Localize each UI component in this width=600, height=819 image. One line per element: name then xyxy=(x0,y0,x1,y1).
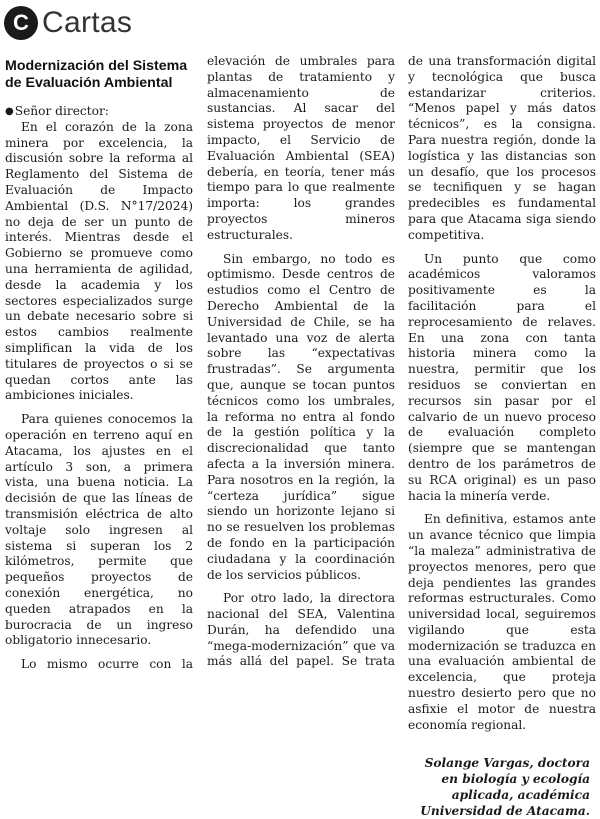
article-column-3 xyxy=(408,54,596,819)
letter-paragraph: Sin embargo, no todo es optimismo. Desde centros de estudios como el Centro de Derecho Ambiental de la Universidad de Chile, se ha levantado una voz de alerta sobre las “expectativas frustradas”. Se argumenta que, aunque se tocan puntos técnicos como los umbrales, la reforma no entra al fondo de la gestión política y la discrecionalidad que tanto afecta a la inversión minera. Para nosotros en la región, la “certeza jurídica” sigue siendo un horizonte lejano si no se resuelven los problemas de fondo en la participación ciudadana y la coordinación de los servicios públicos. xyxy=(207,251,395,582)
section-title: Cartas xyxy=(42,6,133,39)
letter-paragraph: Lo mismo ocurre con la xyxy=(21,657,193,672)
article-column-1 xyxy=(5,54,193,681)
letter-paragraph: Un punto que como académicos valoramos positivamente es la facilitación para el reprocesamiento de relaves. En una zona con tanta historia minera como la nuestra, permitir que los residuos se conviertan en recursos sin pasar por el calvario de un nuevo proceso de evaluación completo (siempre que se mantengan dentro de los parámetros de su RCA original) es un paso hacia la minería verde. xyxy=(408,251,596,503)
letter-paragraph: de una transformación digital y tecnológica que busca estandarizar criterios. “Menos papel y más datos técnicos”, es la consigna. Para nuestra región, donde la logística y las distancias son un desafío, que los procesos se tecnifiquen y se hagan predecibles es fundamental para que Atacama siga siendo competitiva. xyxy=(408,54,596,242)
bullet-icon: ● xyxy=(5,106,14,117)
letter-paragraph: Por otro lado, la directora nacional del SEA, Valentina Durán, ha defendido una “mega-modernización” que va más allá del papel. Se trata xyxy=(207,591,395,669)
article-column-2 xyxy=(207,54,395,678)
letter-paragraph: En el corazón de la zona minera por excelencia, la discusión sobre la reforma al Reglamento del Sistema de Evaluación de Impacto Ambiental (D.S. N°17/2024) no deja de ser un punto de interés. Mientras desde el Gobierno se promueve como una herramienta de agilidad, desde la academia y los sectores especializados surge un debate necesario sobre si estos cambios realmente simplifican la vida de los titulares de proyectos o si se quedan cortos ante las ambiciones iniciales. xyxy=(5,119,193,403)
section-header xyxy=(4,4,204,44)
letter-paragraph: En definitiva, estamos ante un avance técnico que limpia “la maleza” administrativa de proyectos menores, pero que deja pendientes las grandes reformas estructurales. Como universidad local, seguiremos vigilando que esta modernización se traduzca en una evaluación ambiental de excelencia, que proteja nuestro desierto pero que no asfixie el motor de nuestra economía regional. xyxy=(408,512,596,732)
article-title: Modernización del Sistema de Evaluación Ambiental xyxy=(5,58,188,91)
salutation: ●Señor director: xyxy=(5,104,109,118)
letter-paragraph: elevación de umbrales para plantas de tratamiento y almacenamiento de sustancias. Al sacar del sistema proyectos de menor impacto, el Servicio de Evaluación Ambiental (SEA) debería, en teoría, tener más tiempo para lo que realmente importa: los grandes proyectos mineros estructurales. xyxy=(207,54,395,242)
author-signature: Solange Vargas, doctora en biología y ecología aplicada, académica Universidad de Atacama. xyxy=(420,756,590,819)
letter-paragraph: Para quienes conocemos la operación en terreno aquí en Atacama, los ajustes en el artículo 3 son, a primera vista, una buena noticia. La decisión de que las líneas de transmisión eléctrica de alto voltaje solo ingresen al sistema si superan los 2 kilómetros, permite que pequeños proyectos de conexión energética, no queden atrapados en la burocracia de un ingreso obligatorio innecesario. xyxy=(5,412,193,648)
section-badge: C xyxy=(4,6,38,40)
